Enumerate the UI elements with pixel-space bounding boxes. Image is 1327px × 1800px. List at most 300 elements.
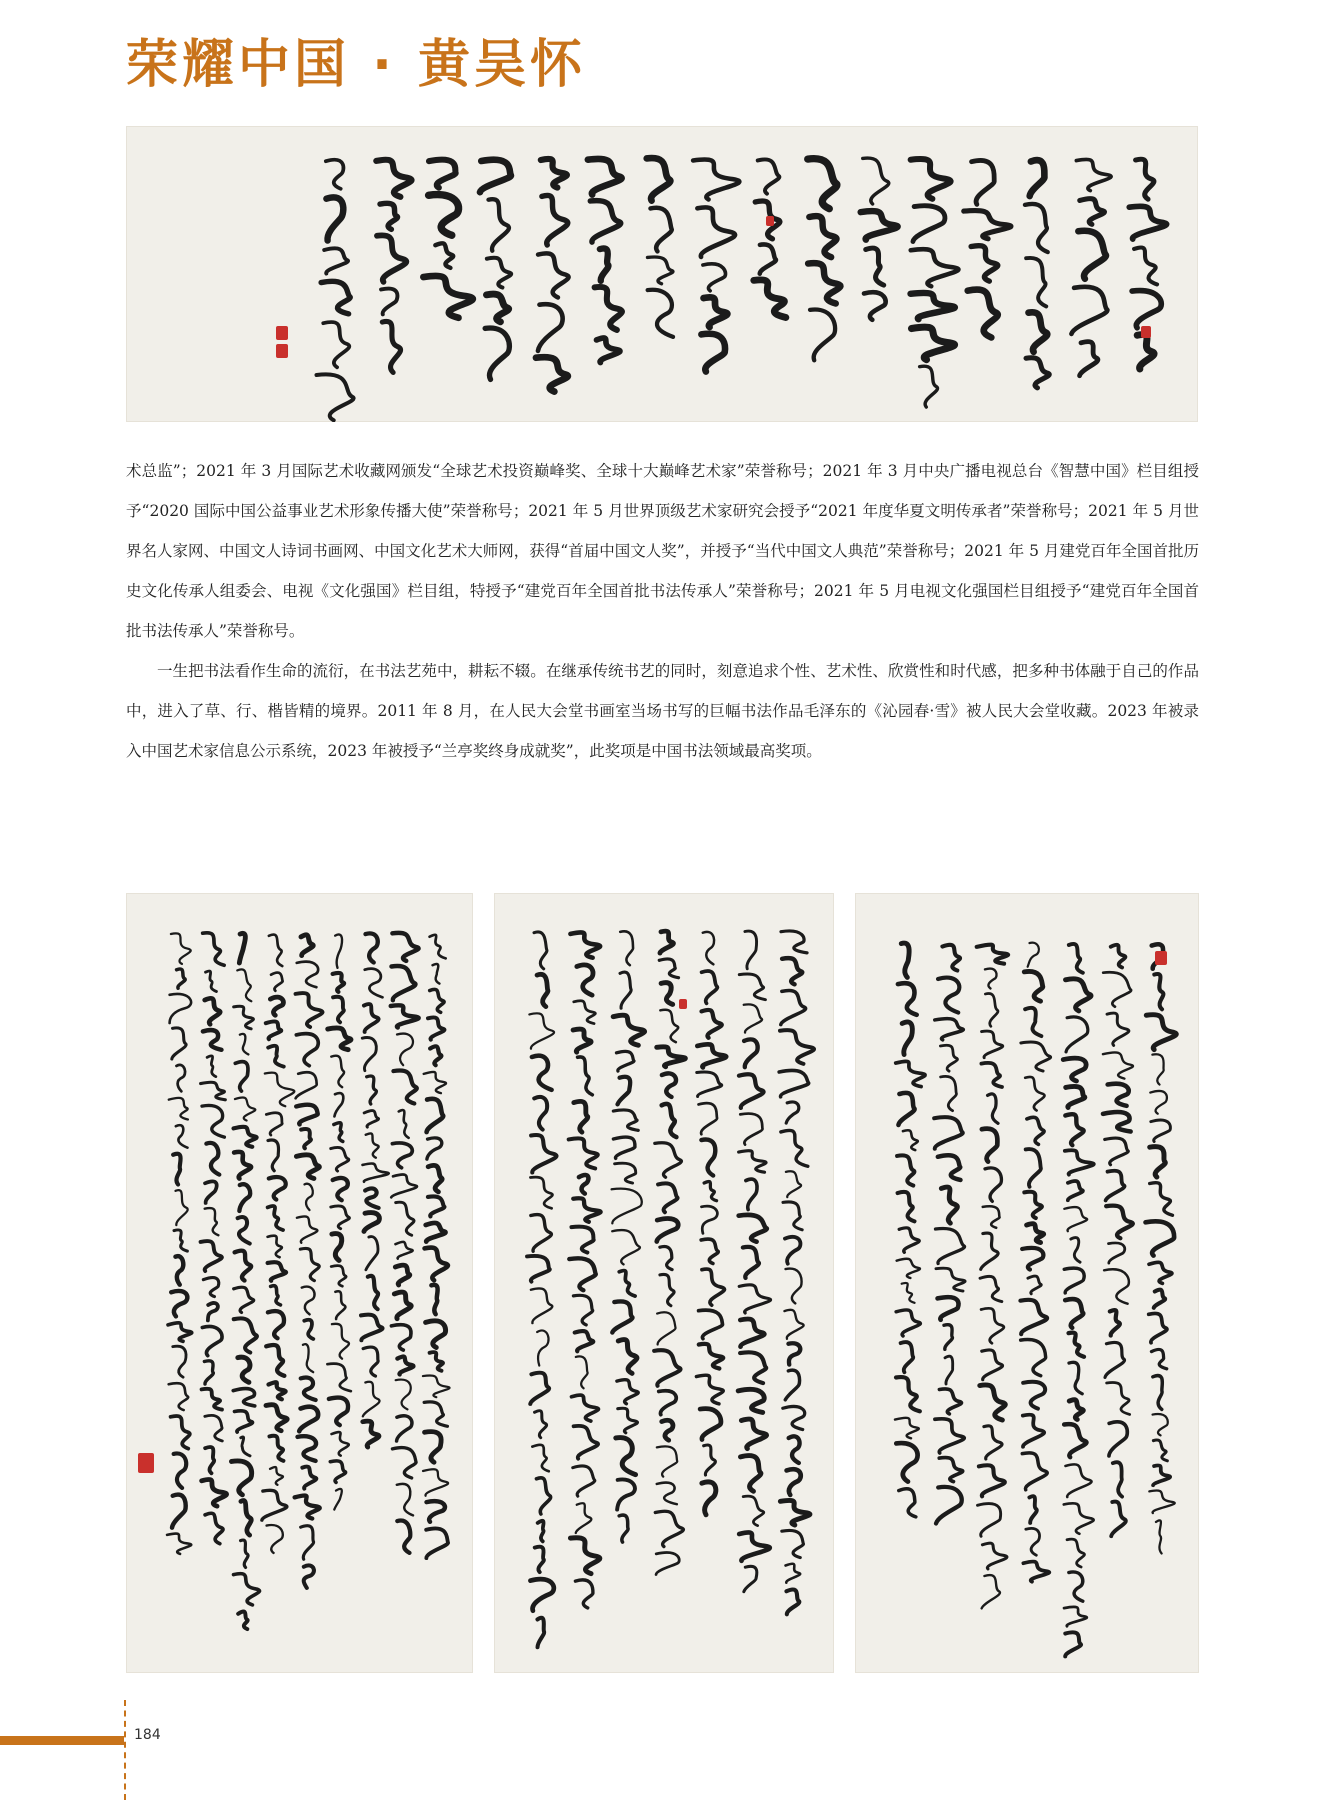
- ink-stroke: [619, 1271, 635, 1297]
- ink-stroke: [203, 933, 224, 966]
- ink-stroke: [576, 1356, 588, 1388]
- ink-stroke: [938, 1297, 959, 1320]
- ink-stroke: [660, 931, 673, 953]
- ink-stroke: [364, 1111, 378, 1128]
- ink-stroke: [703, 932, 714, 964]
- ink-stroke: [1021, 1340, 1046, 1376]
- ink-stroke: [1026, 358, 1049, 388]
- ink-stroke: [392, 933, 418, 961]
- ink-stroke: [1076, 159, 1111, 190]
- ink-stroke: [1150, 1183, 1173, 1215]
- ink-stroke: [333, 1178, 348, 1200]
- ink-stroke: [324, 248, 348, 273]
- ink-stroke: [1066, 1086, 1085, 1107]
- ink-stroke: [971, 246, 998, 281]
- ink-stroke: [647, 158, 671, 201]
- ink-stroke: [783, 1406, 805, 1429]
- ink-stroke: [1065, 1299, 1083, 1328]
- ink-stroke: [781, 990, 806, 1024]
- ink-stroke: [382, 321, 400, 372]
- ink-stroke: [760, 244, 776, 273]
- ink-stroke: [787, 1469, 801, 1495]
- ink-stroke: [575, 1331, 594, 1351]
- ink-stroke: [430, 1352, 443, 1371]
- ink-stroke: [702, 1269, 725, 1305]
- ink-stroke: [1111, 1502, 1126, 1537]
- ink-stroke: [1063, 1058, 1086, 1081]
- ink-stroke: [424, 1072, 446, 1093]
- ink-stroke: [657, 1219, 678, 1242]
- ink-stroke: [266, 1345, 284, 1376]
- ink-stroke: [301, 935, 313, 956]
- ink-stroke: [241, 1540, 248, 1567]
- ink-stroke: [866, 248, 884, 285]
- ink-stroke: [202, 1326, 222, 1355]
- ink-stroke: [620, 972, 631, 1008]
- ink-stroke: [1111, 945, 1126, 968]
- calligraphy-scroll-top: [126, 126, 1198, 422]
- ink-stroke: [1113, 1462, 1122, 1496]
- ink-stroke: [1153, 1440, 1167, 1461]
- ink-stroke: [317, 374, 354, 420]
- ink-stroke: [647, 257, 672, 284]
- ink-stroke: [618, 1340, 637, 1374]
- ink-stroke: [980, 1385, 1005, 1420]
- ink-stroke: [397, 1484, 413, 1515]
- ink-stroke: [701, 1206, 717, 1233]
- ink-stroke: [331, 1266, 346, 1287]
- ink-stroke: [530, 1579, 553, 1611]
- ink-stroke: [328, 1028, 351, 1050]
- ink-stroke: [267, 1525, 283, 1553]
- ink-stroke: [393, 1070, 416, 1103]
- ink-stroke: [430, 935, 446, 959]
- ink-stroke: [269, 1436, 283, 1461]
- ink-stroke: [785, 1237, 801, 1264]
- ink-stroke: [331, 1056, 344, 1087]
- ink-stroke: [1080, 342, 1098, 376]
- ink-stroke: [365, 969, 383, 998]
- ink-stroke: [206, 1143, 219, 1175]
- ink-stroke: [231, 1461, 251, 1495]
- ink-stroke: [424, 1402, 447, 1426]
- ink-stroke: [1066, 1017, 1088, 1052]
- ink-stroke: [1129, 206, 1166, 239]
- ink-stroke: [780, 1500, 809, 1525]
- ink-stroke: [1109, 1422, 1127, 1456]
- ink-stroke: [397, 1357, 413, 1375]
- ink-stroke: [1064, 1424, 1086, 1457]
- ink-stroke: [1151, 1120, 1171, 1141]
- ink-stroke: [655, 1511, 683, 1546]
- ink-stroke: [739, 1074, 764, 1108]
- ink-stroke: [1064, 1503, 1094, 1533]
- ink-stroke: [1065, 1114, 1083, 1145]
- ink-stroke: [235, 1097, 255, 1120]
- ink-stroke: [612, 1189, 642, 1224]
- ink-stroke: [537, 1330, 548, 1365]
- ink-stroke: [939, 1389, 961, 1414]
- ink-stroke: [662, 1420, 673, 1440]
- ink-stroke: [616, 1051, 633, 1071]
- ink-stroke: [977, 1504, 1000, 1537]
- ink-stroke: [1132, 291, 1161, 328]
- ink-stroke: [697, 1044, 726, 1067]
- ink-stroke: [430, 989, 444, 1012]
- ink-stroke: [1150, 1091, 1167, 1114]
- calligraphy-panel-left: [126, 893, 473, 1673]
- ink-stroke: [167, 1534, 191, 1554]
- ink-stroke: [600, 248, 609, 280]
- ink-stroke: [298, 1436, 317, 1461]
- ink-stroke: [662, 1104, 677, 1137]
- ink-stroke: [702, 1010, 722, 1038]
- ink-stroke: [1068, 1181, 1083, 1200]
- ink-stroke: [538, 304, 563, 351]
- ink-stroke: [1152, 1054, 1163, 1084]
- ink-stroke: [266, 1405, 287, 1431]
- ink-stroke: [613, 1015, 644, 1045]
- ink-stroke: [659, 1391, 676, 1415]
- ink-stroke: [573, 1198, 600, 1222]
- ink-stroke: [174, 1454, 187, 1488]
- ink-stroke: [172, 1028, 186, 1059]
- ink-stroke: [262, 1490, 287, 1520]
- ink-stroke: [172, 1495, 186, 1528]
- ink-stroke: [305, 1184, 313, 1210]
- calligraphy-ink-left: [126, 893, 473, 1673]
- ink-stroke: [1024, 1192, 1042, 1218]
- ink-stroke: [329, 1398, 348, 1426]
- ink-stroke: [173, 1154, 180, 1185]
- ink-stroke: [332, 1324, 349, 1359]
- ink-stroke: [235, 1062, 248, 1091]
- ink-stroke: [206, 971, 217, 992]
- ink-stroke: [704, 297, 728, 327]
- seal-stamp: [679, 999, 687, 1009]
- ink-stroke: [1151, 1349, 1166, 1368]
- footer-accent-bar: [0, 1736, 124, 1745]
- ink-stroke: [428, 1165, 442, 1191]
- ink-stroke: [979, 1465, 1005, 1496]
- ink-stroke: [936, 1487, 962, 1524]
- ink-stroke: [988, 1094, 998, 1123]
- ink-stroke: [741, 1419, 766, 1449]
- ink-stroke: [1022, 1248, 1043, 1270]
- ink-stroke: [301, 1129, 311, 1148]
- ink-stroke: [897, 1259, 920, 1278]
- ink-stroke: [697, 1072, 722, 1096]
- ink-stroke: [423, 1375, 450, 1397]
- ink-stroke: [332, 1432, 349, 1456]
- ink-stroke: [699, 1310, 723, 1339]
- ink-stroke: [391, 1174, 417, 1197]
- ink-stroke: [380, 203, 398, 229]
- ink-stroke: [234, 1152, 251, 1179]
- ink-stroke: [901, 1342, 914, 1372]
- ink-stroke: [574, 1426, 598, 1459]
- ink-stroke: [619, 1515, 628, 1542]
- ink-stroke: [590, 201, 620, 243]
- ink-stroke: [269, 1382, 286, 1399]
- ink-stroke: [335, 934, 342, 967]
- ink-stroke: [270, 1467, 283, 1485]
- ink-stroke: [302, 1467, 316, 1489]
- ink-stroke: [657, 1312, 675, 1344]
- ink-stroke: [271, 1286, 281, 1305]
- calligraphy-panel-right: [855, 893, 1199, 1673]
- ink-stroke: [1025, 1008, 1041, 1036]
- ink-stroke: [779, 1070, 809, 1096]
- ink-stroke: [1150, 1147, 1166, 1177]
- ink-stroke: [536, 1478, 550, 1514]
- ink-stroke: [239, 933, 245, 963]
- ink-stroke: [654, 1350, 680, 1386]
- ink-stroke: [530, 1177, 552, 1208]
- ink-stroke: [301, 1377, 316, 1400]
- ink-stroke: [425, 1432, 442, 1463]
- seal-stamp: [1155, 951, 1167, 965]
- ink-stroke: [489, 199, 509, 251]
- ink-stroke: [396, 1202, 414, 1235]
- ink-stroke: [268, 1140, 279, 1171]
- ink-stroke: [898, 983, 917, 1015]
- ink-stroke: [913, 206, 945, 242]
- ink-stroke: [786, 1269, 802, 1304]
- ink-stroke: [618, 1408, 638, 1433]
- ink-stroke: [207, 1056, 216, 1077]
- ink-stroke: [935, 1419, 964, 1453]
- ink-stroke: [363, 1163, 389, 1181]
- ink-stroke: [1069, 1400, 1083, 1420]
- ink-stroke: [648, 290, 673, 337]
- calligraphy-ink-middle: [494, 893, 834, 1673]
- ink-stroke: [897, 1155, 914, 1185]
- ink-stroke: [569, 1258, 595, 1290]
- ink-stroke: [203, 1030, 222, 1050]
- ink-stroke: [1066, 979, 1091, 1011]
- ink-stroke: [738, 1389, 764, 1412]
- ink-stroke: [1030, 160, 1045, 196]
- ink-stroke: [784, 1310, 803, 1339]
- ink-stroke: [743, 1247, 759, 1278]
- seal-stamp: [276, 344, 288, 358]
- ink-stroke: [809, 216, 836, 257]
- ink-stroke: [612, 1301, 632, 1332]
- ink-stroke: [363, 1347, 378, 1376]
- ink-stroke: [296, 1105, 318, 1125]
- ink-stroke: [702, 971, 718, 1003]
- ink-stroke: [699, 1344, 723, 1369]
- ink-stroke: [234, 1318, 257, 1352]
- ink-stroke: [595, 287, 622, 330]
- ink-stroke: [1064, 1268, 1084, 1293]
- ink-stroke: [1108, 1084, 1129, 1106]
- ink-stroke: [740, 1456, 760, 1492]
- ink-stroke: [532, 1056, 552, 1090]
- ink-stroke: [368, 1276, 378, 1309]
- ink-stroke: [335, 1291, 345, 1319]
- ink-stroke: [205, 1181, 217, 1203]
- ink-stroke: [745, 931, 757, 969]
- ink-stroke: [660, 1010, 678, 1042]
- ink-stroke: [303, 1344, 313, 1372]
- ink-stroke: [333, 997, 344, 1023]
- ink-stroke: [1156, 1520, 1162, 1553]
- ink-stroke: [780, 1030, 814, 1064]
- ink-stroke: [896, 1310, 920, 1336]
- ink-stroke: [395, 1242, 412, 1259]
- seal-stamp: [1141, 326, 1151, 338]
- ink-stroke: [428, 1017, 444, 1039]
- seal-stamp: [766, 216, 774, 226]
- ink-stroke: [332, 1234, 342, 1261]
- ink-stroke: [1028, 312, 1047, 352]
- ink-stroke: [1149, 1262, 1172, 1283]
- ink-stroke: [239, 1184, 250, 1211]
- ink-stroke: [334, 1123, 343, 1142]
- ink-stroke: [423, 1469, 448, 1496]
- ink-stroke: [895, 1418, 919, 1439]
- ink-stroke: [429, 160, 456, 188]
- ink-stroke: [234, 1006, 254, 1029]
- ink-stroke: [656, 1553, 679, 1575]
- ink-stroke: [620, 931, 633, 965]
- ink-stroke: [1071, 1238, 1080, 1263]
- ink-stroke: [984, 1426, 1002, 1459]
- ink-stroke: [1146, 1015, 1176, 1050]
- article-body: [126, 451, 1199, 771]
- ink-stroke: [863, 158, 889, 204]
- ink-stroke: [1149, 1313, 1167, 1342]
- ink-stroke: [367, 1076, 377, 1104]
- ink-stroke: [697, 207, 735, 257]
- ink-stroke: [788, 1343, 800, 1364]
- ink-stroke: [758, 159, 780, 193]
- ink-stroke: [1078, 231, 1106, 279]
- ink-stroke: [570, 1538, 599, 1574]
- ink-stroke: [391, 1005, 419, 1027]
- ink-stroke: [572, 1395, 599, 1421]
- ink-stroke: [939, 1458, 962, 1482]
- ink-stroke: [972, 160, 995, 204]
- ink-stroke: [205, 1513, 223, 1543]
- ink-stroke: [534, 932, 547, 969]
- ink-stroke: [1153, 1376, 1163, 1410]
- ink-stroke: [659, 959, 678, 978]
- ink-stroke: [693, 160, 739, 200]
- ink-stroke: [304, 1320, 313, 1339]
- ink-stroke: [985, 993, 998, 1026]
- ink-stroke: [234, 1411, 252, 1432]
- ink-stroke: [899, 1228, 919, 1253]
- ink-stroke: [1023, 1415, 1044, 1447]
- ink-stroke: [542, 195, 568, 245]
- ink-stroke: [782, 1530, 804, 1557]
- ink-stroke: [617, 1380, 638, 1404]
- ink-stroke: [896, 1061, 925, 1086]
- ink-stroke: [1028, 943, 1039, 967]
- ink-stroke: [786, 1564, 801, 1583]
- ink-stroke: [935, 1019, 964, 1040]
- ink-stroke: [701, 334, 725, 372]
- ink-stroke: [487, 258, 511, 288]
- ink-stroke: [295, 1495, 320, 1518]
- ink-stroke: [657, 1446, 677, 1476]
- ink-stroke: [535, 1411, 547, 1438]
- ink-stroke: [658, 1183, 677, 1212]
- ink-stroke: [1153, 1465, 1170, 1485]
- ink-stroke: [365, 1188, 379, 1208]
- ink-stroke: [573, 1029, 591, 1052]
- ink-stroke: [296, 1072, 317, 1098]
- ink-stroke: [202, 1389, 222, 1410]
- ink-stroke: [740, 1352, 766, 1383]
- ink-stroke: [268, 1046, 284, 1067]
- ink-stroke: [696, 1375, 723, 1404]
- ink-stroke: [202, 1480, 227, 1507]
- ink-stroke: [1021, 1042, 1051, 1071]
- ink-stroke: [171, 1291, 187, 1316]
- ink-stroke: [532, 1445, 548, 1472]
- ink-stroke: [376, 160, 411, 197]
- ink-stroke: [573, 1466, 595, 1496]
- ink-stroke: [366, 1237, 378, 1270]
- ink-stroke: [537, 974, 548, 1006]
- ink-stroke: [740, 1114, 762, 1145]
- ink-stroke: [486, 294, 508, 322]
- ink-stroke: [397, 1521, 410, 1553]
- ink-stroke: [981, 1063, 1002, 1087]
- ink-stroke: [169, 1098, 188, 1120]
- ink-stroke: [574, 1101, 588, 1132]
- seal-stamp: [276, 326, 288, 340]
- ink-stroke: [423, 276, 472, 318]
- ink-stroke: [269, 1177, 286, 1200]
- ink-stroke: [300, 1248, 319, 1280]
- calligraphy-ink-right: [855, 893, 1199, 1673]
- ink-stroke: [899, 1489, 916, 1517]
- ink-stroke: [1023, 1562, 1049, 1582]
- ink-stroke: [235, 1251, 251, 1281]
- ink-stroke: [702, 1482, 716, 1515]
- ink-stroke: [938, 978, 959, 1013]
- ink-stroke: [1154, 1290, 1165, 1308]
- ink-stroke: [935, 1228, 964, 1263]
- ink-stroke: [241, 1437, 250, 1456]
- ink-stroke: [171, 1416, 190, 1449]
- ink-stroke: [1022, 1453, 1047, 1490]
- ink-stroke: [531, 1288, 552, 1323]
- ink-stroke: [1149, 1490, 1174, 1513]
- ink-stroke: [364, 1004, 379, 1032]
- ink-stroke: [204, 1361, 213, 1384]
- ink-stroke: [392, 966, 416, 1000]
- ink-stroke: [1028, 1276, 1041, 1294]
- ink-stroke: [739, 1532, 770, 1560]
- ink-stroke: [617, 1479, 635, 1509]
- ink-stroke: [1110, 1310, 1120, 1335]
- ink-stroke: [331, 1147, 349, 1171]
- ink-stroke: [1065, 1150, 1094, 1174]
- ink-stroke: [333, 973, 344, 992]
- ink-stroke: [1105, 1342, 1124, 1377]
- ink-stroke: [427, 1138, 442, 1159]
- ink-stroke: [202, 1105, 224, 1137]
- ink-stroke: [334, 1093, 343, 1116]
- ink-stroke: [577, 965, 593, 995]
- ink-stroke: [1026, 258, 1046, 307]
